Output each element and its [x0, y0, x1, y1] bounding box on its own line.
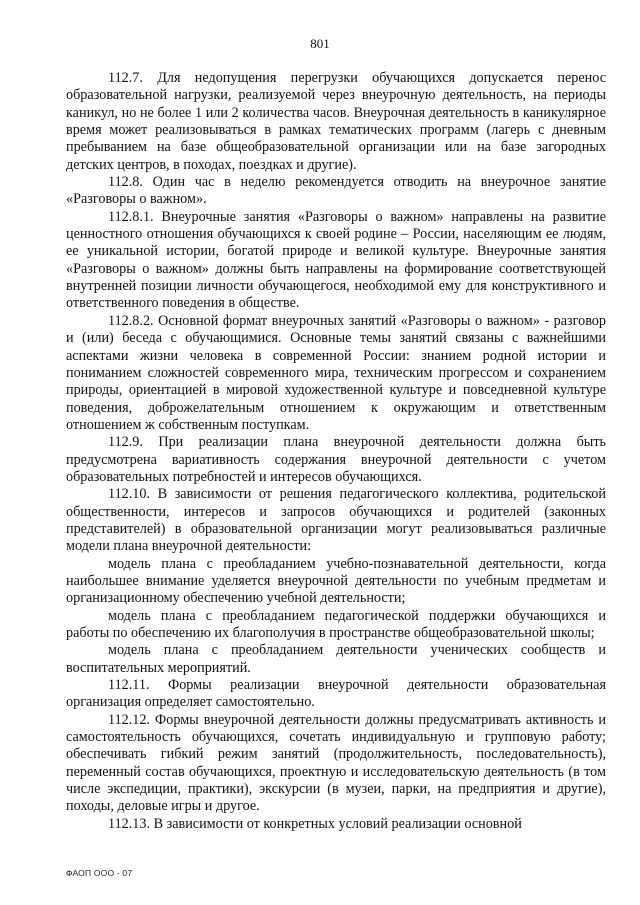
- paragraph-112-12: 112.12. Формы внеурочной деятельности должны предусматривать активность и самостоятельность обучающихся, сочетать индивидуальную и групповую работу; обеспечивать гибкий режим занятий (продолжительность, последовательность), переменный состав обучающихся, проектную и исследовательскую деятельность (в том числе экспедиции, практики), экскурсии (в музеи, парки, на предприятия и другие), походы, деловые игры и другое.: [66, 711, 606, 815]
- model-item-communities: модель плана с преобладанием деятельности ученических сообществ и воспитательных мероприятий.: [66, 642, 606, 676]
- paragraph-112-10: 112.10. В зависимости от решения педагогического коллектива, родительской общественности, интересов и запросов обучающихся и родителей (законных представителей) в образовательной организации могут реализовываться различные модели плана внеурочной деятельности:: [66, 486, 606, 555]
- model-item-educational: модель плана с преобладанием учебно-познавательной деятельности, когда наибольшее внимание уделяется внеурочной деятельности по учебным предметам и организационному обеспечению учебной деятельности;: [66, 555, 606, 607]
- document-body: [66, 70, 606, 833]
- paragraph-112-11: 112.11. Формы реализации внеурочной деятельности образовательная организация определяет самостоятельно.: [66, 677, 606, 711]
- page-number: 801: [310, 36, 330, 51]
- paragraph-112-8-2: 112.8.2. Основной формат внеурочных занятий «Разговоры о важном» - разговор и (или) беседа с обучающимися. Основные темы занятий связаны с важнейшими аспектами жизни человека в современной России: знанием родной истории и пониманием сложностей современного мира, техническим прогрессом и сохранением природы, ориентацией в мировой художественной культуре и повседневной культуре поведения, доброжелательным отношением к окружающим и ответственным отношением ж собственным поступкам.: [66, 312, 606, 433]
- paragraph-112-9: 112.9. При реализации плана внеурочной деятельности должна быть предусмотрена вариативность содержания внеурочной деятельности с учетом образовательных потребностей и интересов обучающихся.: [66, 434, 606, 485]
- paragraph-112-8-1: 112.8.1. Внеурочные занятия «Разговоры о важном» направлены на развитие ценностного отношения обучающихся к своей родине – России, населяющим ее людям, ее уникальной истории, богатой природе и великой культуре. Внеурочные занятия «Разговоры о важном» должны быть направлены на формирование соответствующей внутренней позиции личности обучающегося, необходимой ему для конструктивного и ответственного поведения в обществе.: [66, 208, 606, 312]
- document-footer-code: ФАОП ООО - 07: [66, 868, 133, 878]
- paragraph-112-8: 112.8. Один час в неделю рекомендуется отводить на внеурочное занятие «Разговоры о важном».: [66, 174, 606, 208]
- model-item-support: модель плана с преобладанием педагогической поддержки обучающихся и работы по обеспечению их благополучия в пространстве общеобразовательной школы;: [66, 607, 606, 641]
- paragraph-112-13: 112.13. В зависимости от конкретных условий реализации основной: [108, 815, 522, 832]
- paragraph-112-7: 112.7. Для недопущения перегрузки обучающихся допускается перенос образовательной нагрузки, реализуемой через внеурочную деятельность, на периоды каникул, но не более 1 или 2 количества часов. Внеурочная деятельность в каникулярное время может реализовываться в рамках тематических программ (лагерь с дневным пребыванием на базе общеобразовательной организации или на базе загородных детских центров, в походах, поездках и другие).: [66, 70, 606, 173]
